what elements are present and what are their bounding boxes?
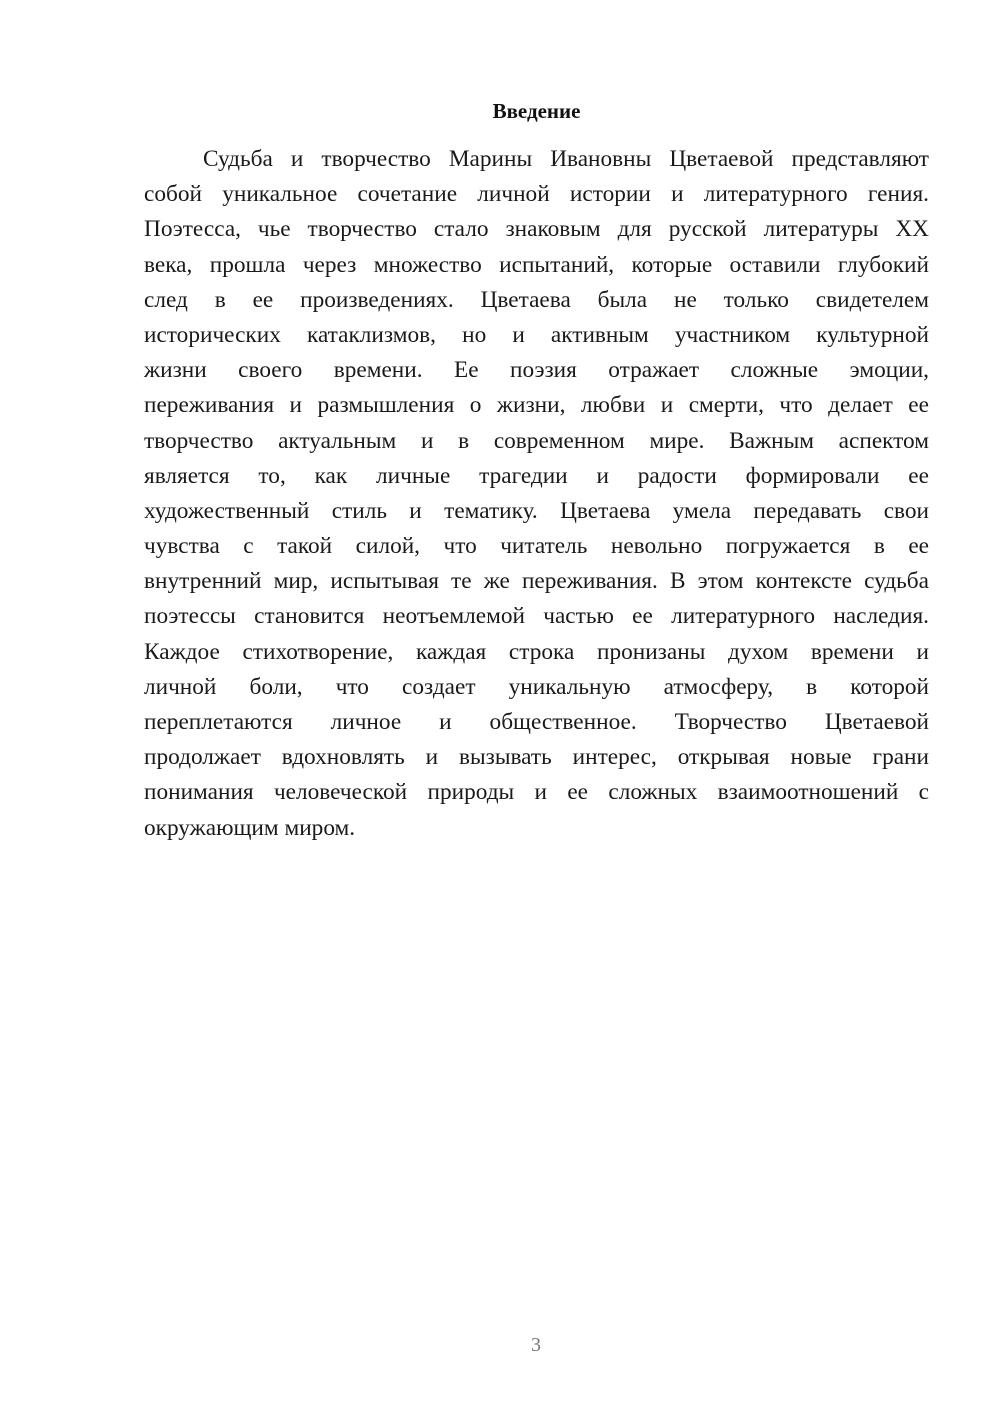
- paragraph-line: жизни своего времени. Ее поэзия отражает сложные эмоции,: [144, 357, 929, 384]
- paragraph-line: Судьба и творчество Марины Ивановны Цветаевой представляют: [203, 146, 929, 172]
- paragraph-line: переплетаются личное и общественное. Творчество Цветаевой: [144, 709, 929, 735]
- paragraph-line: след в ее произведениях. Цветаева была не только свидетелем: [144, 286, 929, 313]
- section-heading: Введение: [492, 99, 581, 123]
- body-paragraph: [144, 142, 929, 846]
- paragraph-line: переживания и размышления о жизни, любви и смерти, что делает ее: [144, 392, 929, 419]
- paragraph-line: внутренний мир, испытывая те же переживания. В этом контексте судьба: [144, 568, 929, 595]
- paragraph-line: понимания человеческой природы и ее сложных взаимоотношений с: [144, 779, 929, 806]
- paragraph-line: продолжает вдохновлять и вызывать интерес, открывая новые грани: [144, 744, 929, 771]
- paragraph-line: Каждое стихотворение, каждая строка пронизаны духом времени и: [144, 638, 929, 665]
- paragraph-line: является то, как личные трагедии и радости формировали ее: [144, 462, 929, 489]
- paragraph-line: собой уникальное сочетание личной истории и литературного гения.: [144, 181, 929, 208]
- paragraph-line: творчество актуальным и в современном мире. Важным аспектом: [144, 427, 929, 454]
- paragraph-line: чувства с такой силой, что читатель невольно погружается в ее: [144, 533, 929, 560]
- page-number: 3: [531, 1334, 541, 1356]
- paragraph-line: художественный стиль и тематику. Цветаева умела передавать свои: [144, 497, 929, 524]
- paragraph-line: Поэтесса, чье творчество стало знаковым для русской литературы XX: [144, 216, 929, 243]
- paragraph-line: личной боли, что создает уникальную атмосферу, в которой: [144, 673, 929, 700]
- paragraph-line: исторических катаклизмов, но и активным участником культурной: [144, 321, 929, 348]
- paragraph-line: поэтессы становится неотъемлемой частью ее литературного наследия.: [144, 603, 929, 630]
- paragraph-line: окружающим миром.: [144, 814, 356, 841]
- paragraph-line: века, прошла через множество испытаний, которые оставили глубокий: [144, 251, 929, 278]
